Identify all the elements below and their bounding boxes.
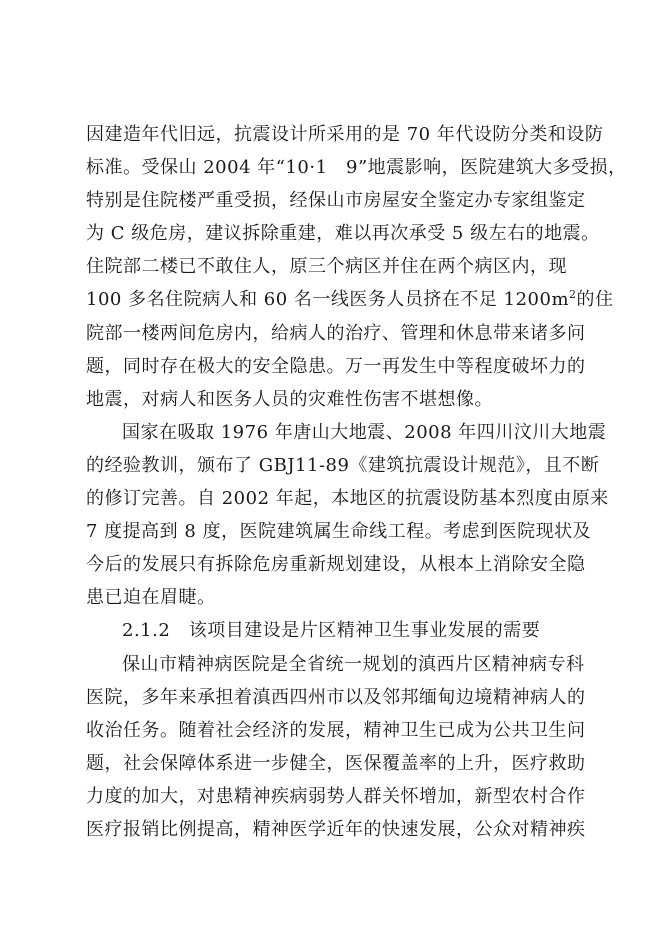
- text-line: 为 C 级危房，建议拆除重建，难以再次承受 5 级左右的地震。: [86, 223, 600, 245]
- superscript: 2: [569, 288, 577, 302]
- text-line: 的经验教训，颁布了 GBJ11-89《建筑抗震设计规范》，且不断: [86, 454, 600, 476]
- text-line-tail: 的住: [576, 289, 614, 311]
- text-line: 因建造年代旧远，抗震设计所采用的是 70 年代设防分类和设防: [86, 124, 604, 145]
- text-line-main: 100 多名住院病人和 60 名一线医务人员挤在不足 1200m: [86, 289, 570, 311]
- text-line: 力度的加大，对患精神疾病弱势人群关怀增加，新型农村合作: [86, 785, 586, 807]
- text-line: 的修订完善。自 2002 年起，本地区的抗震设防基本烈度由原来: [86, 488, 609, 510]
- text-line: 7 度提高到 8 度，医院建筑属生命线工程。考虑到医院现状及: [86, 521, 592, 543]
- document-body: [86, 118, 627, 846]
- text-line: 今后的发展只有拆除危房重新规划建设，从根本上消除安全隐: [86, 554, 586, 576]
- text-line: 收治任务。随着社会经济的发展，精神卫生已成为公共卫生问: [86, 719, 586, 741]
- section-heading: 2.1.2 该项目建设是片区精神卫生事业发展的需要: [122, 620, 541, 642]
- paragraph-start-line: 国家在吸取 1976 年唐山大地震、2008 年四川汶川大地震: [122, 421, 607, 443]
- text-line: 地震，对病人和医务人员的灾难性伤害不堪想像。: [86, 388, 493, 410]
- text-line: 院部一楼两间危房内，给病人的治疗、管理和休息带来诸多问: [86, 322, 586, 344]
- text-line: 医疗报销比例提高，精神医学近年的快速发展，公众对精神疾: [86, 818, 586, 840]
- text-line: 特别是住院楼严重受损，经保山市房屋安全鉴定办专家组鉴定: [86, 190, 586, 212]
- paragraph-start-line: 保山市精神病医院是全省统一规划的滇西片区精神病专科: [122, 653, 585, 675]
- text-line: 医院，多年来承担着滇西四州市以及邻邦缅甸边境精神病人的: [86, 686, 586, 708]
- text-line: 患已迫在眉睫。: [86, 587, 216, 609]
- text-line: 住院部二楼已不敢住人，原三个病区并住在两个病区内，现: [86, 256, 567, 278]
- text-line: [86, 283, 614, 316]
- text-line: 标准。受保山 2004 年“10·1 9”地震影响，医院建筑大多受损，: [86, 157, 627, 179]
- text-line: 题，社会保障体系进一步健全，医保覆盖率的上升，医疗救助: [86, 752, 586, 774]
- text-line: 题，同时存在极大的安全隐患。万一再发生中等程度破坏力的: [86, 355, 586, 377]
